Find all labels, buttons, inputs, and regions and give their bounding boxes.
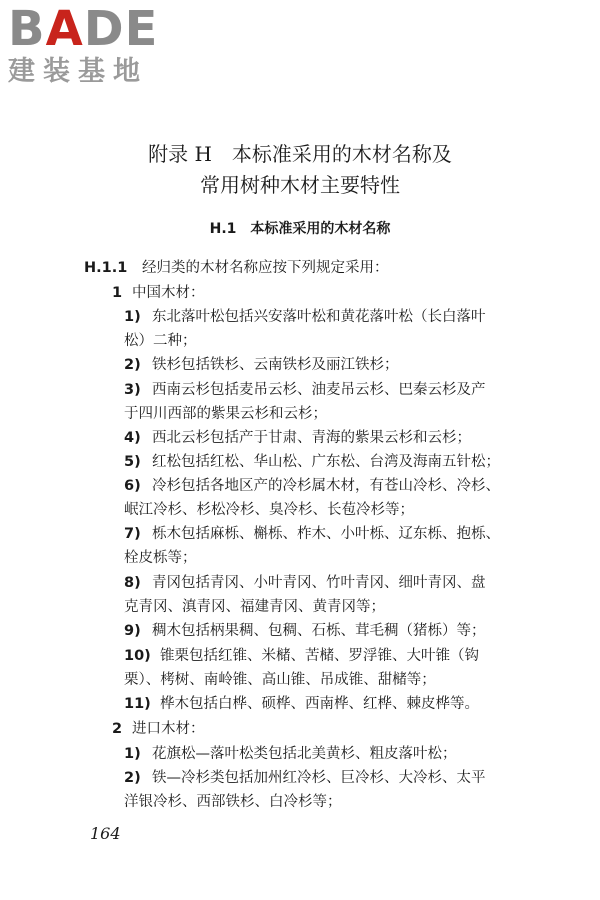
item-number: 6) [124,478,141,494]
section-heading: H.1 本标准采用的木材名称 [209,221,391,237]
item-text: 栓皮栎等； [124,550,197,566]
bade-logo [8,1,178,88]
item-number: 8) [124,575,141,591]
item-text: 铁—冷杉类包括加州红冷杉、巨冷杉、大冷杉、太平 [152,770,486,786]
item-text: 西北云杉包括产于甘肃、青海的紫果云杉和云杉； [152,430,471,446]
item-number: 5) [124,454,141,470]
item-text: 花旗松—落叶松类包括北美黄杉、粗皮落叶松； [152,746,457,762]
item-text: 稠木包括柄果稠、包稠、石栎、茸毛稠（猪栎）等； [152,623,486,639]
item-text: 克青冈、滇青冈、福建青冈、黄青冈等； [124,599,385,615]
item-number: 3) [124,382,141,398]
item-text: 冷杉包括各地区产的冷杉属木材，有苍山冷杉、冷杉、 [152,478,500,494]
logo-subtitle: 建装基地 [8,56,148,87]
group-title-china: 中国木材： [132,285,205,301]
item-text: 于四川西部的紫果云杉和云杉； [124,406,327,422]
page-title-line-1: 附录 H 本标准采用的木材名称及 [148,142,452,166]
item-number: 2) [124,770,141,786]
item-number: 1) [124,309,141,325]
item-text: 红松包括红松、华山松、广东松、台湾及海南五针松； [152,454,500,470]
item-text: 桦木包括白桦、硕桦、西南桦、红桦、棘皮桦等。 [160,696,479,712]
item-number: 11) [124,696,151,712]
group-number-import: 2 [112,721,123,737]
clause-text: 经归类的木材名称应按下列规定采用： [142,260,389,276]
clause-number: H.1.1 [84,260,128,276]
logo-text: BADE [8,1,159,57]
group-number-china: 1 [112,285,123,301]
item-text: 东北落叶松包括兴安落叶松和黄花落叶松（长白落叶 [152,309,486,325]
group-title-import: 进口木材： [132,721,205,737]
item-text: 栗）、栲树、南岭锥、高山锥、吊成锥、甜槠等； [124,672,436,688]
item-number: 4) [124,430,141,446]
item-number: 9) [124,623,141,639]
item-text: 栎木包括麻栎、槲栎、柞木、小叶栎、辽东栎、抱栎、 [152,526,500,542]
item-text: 西南云杉包括麦吊云杉、油麦吊云杉、巴秦云杉及产 [152,382,486,398]
item-number: 1) [124,746,141,762]
item-text: 岷江冷杉、杉松冷杉、臭冷杉、长苞冷杉等； [124,502,414,518]
page-title-line-2: 常用树种木材主要特性 [200,173,400,197]
item-text: 洋银冷杉、西部铁杉、白冷杉等； [124,794,342,810]
item-number: 7) [124,526,141,542]
item-text: 锥栗包括红锥、米槠、苦槠、罗浮锥、大叶锥（钩 [160,648,479,664]
item-text: 松）二种； [124,333,197,349]
item-number: 2) [124,357,141,373]
page-number: 164 [90,824,121,843]
item-number: 10) [124,648,151,664]
item-text: 青冈包括青冈、小叶青冈、竹叶青冈、细叶青冈、盘 [152,575,486,591]
item-text: 铁杉包括铁杉、云南铁杉及丽江铁杉； [152,357,399,373]
